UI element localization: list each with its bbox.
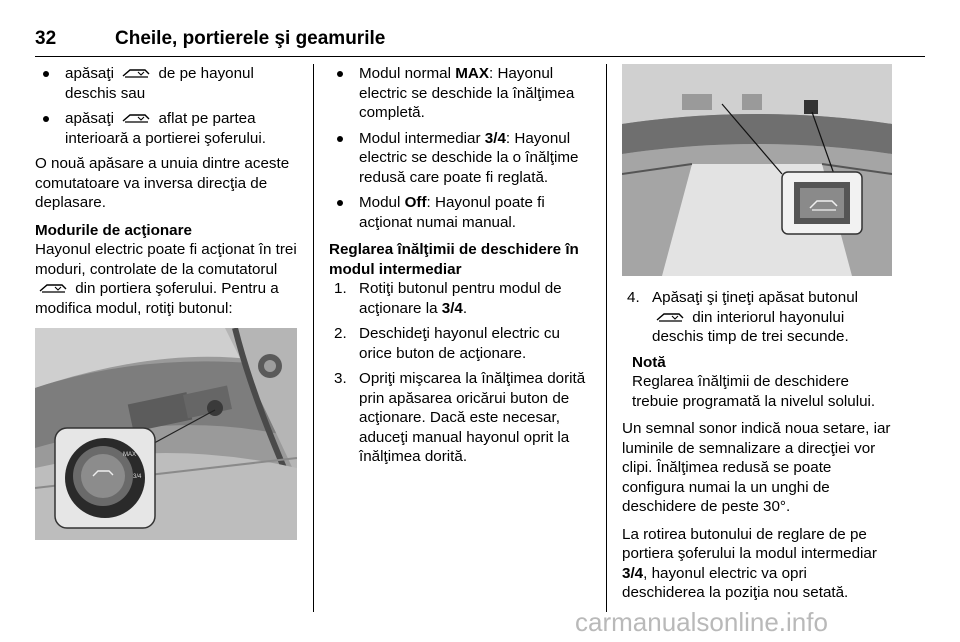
page-header xyxy=(35,26,925,57)
column-2 xyxy=(329,64,594,473)
tailgate-icon xyxy=(655,310,685,324)
svg-text:MAX: MAX xyxy=(123,452,137,458)
tailgate-button-photo xyxy=(622,64,892,276)
page-number: 32 xyxy=(35,28,57,49)
note-text: Reglarea înălţimii de deschidere trebuie programată la nivelul solului. xyxy=(632,373,876,410)
numbered-step: 1. Rotiţi butonul pentru modul de acţionare la 3/4. xyxy=(334,280,562,317)
column-divider xyxy=(606,64,607,612)
numbered-step: 2. Deschideţi hayonul electric cu orice buton de acţionare. xyxy=(334,325,560,362)
watermark: carmanualsonline.info xyxy=(575,607,828,637)
page-title: Cheile, portierele şi geamurile xyxy=(115,28,386,49)
svg-text:3/4: 3/4 xyxy=(133,474,142,480)
paragraph: Un semnal sonor indică noua setare, iar luminile de semnalizare a direcţiei vor clipi. Înălţimea redusă se poate configura numai la un unghi de deschidere de peste 30°. xyxy=(622,420,891,515)
tailgate-icon xyxy=(38,281,68,295)
paragraph: O nouă apăsare a unuia dintre aceste comutatoare va inversa direcţia de deplasare. xyxy=(35,155,290,211)
bullet-item: apăsaţi de pe hayonul deschis sau xyxy=(35,64,303,103)
bullet-item: apăsaţi aflat pe partea interioară a portierei şoferului. xyxy=(35,109,303,148)
driver-door-switch-photo xyxy=(35,328,297,540)
numbered-step: 3. Opriţi mişcarea la înălţimea dorită prin apăsarea oricărui buton de acţionare. Dacă este necesar, aduceţi manual hayonul oprit la înălţimea dorită. xyxy=(334,370,586,465)
column-3 xyxy=(622,64,892,611)
section-heading: Reglarea înălţimii de deschidere în modul intermediar xyxy=(329,241,579,278)
section-heading: Modurile de acţionare xyxy=(35,221,192,239)
tailgate-icon xyxy=(121,111,151,125)
bullet-item: Modul intermediar 3/4: Hayonul electric se deschide la o înălţime redusă care poate fi reglată. xyxy=(329,129,594,188)
bullet-item: Modul Off: Hayonul poate fi acţionat numai manual. xyxy=(329,193,594,232)
column-1 xyxy=(35,64,303,540)
paragraph: La rotirea butonului de reglare de pe portiera şoferului la modul intermediar 3/4, hayonul electric va opri deschiderea la poziţia nou setată. xyxy=(622,525,877,601)
column-divider xyxy=(313,64,314,612)
bullet-item: Modul normal MAX: Hayonul electric se deschide la înălţimea completă. xyxy=(329,64,594,123)
note-block xyxy=(622,353,892,412)
paragraph: Hayonul electric poate fi acţionat în trei moduri, controlate de la comutatorul din portiera şoferului. Pentru a modifica modul, rotiţi butonul: xyxy=(35,241,297,317)
numbered-step: 4. Apăsaţi şi ţineţi apăsat butonul din interiorul hayonului deschis timp de trei secunde. xyxy=(627,289,859,345)
note-title: Notă xyxy=(632,353,666,371)
tailgate-icon xyxy=(121,66,151,80)
